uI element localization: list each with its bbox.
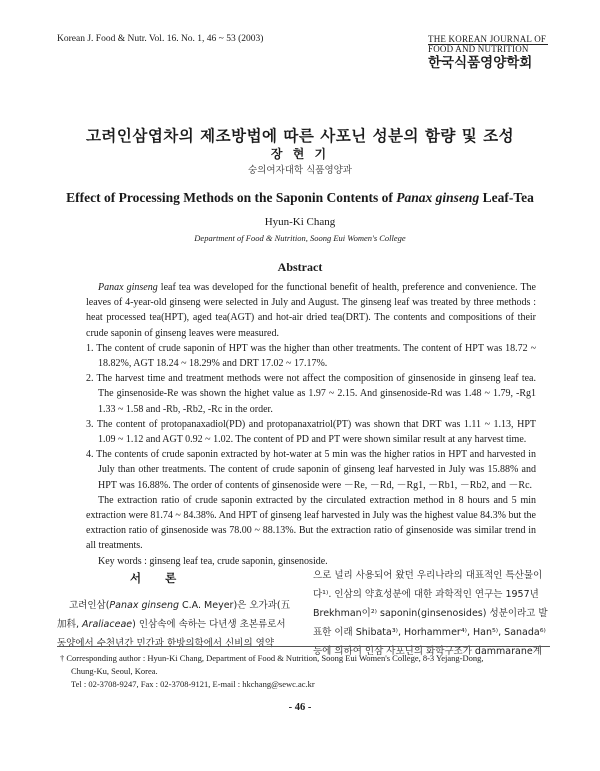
english-title-suffix: Leaf-Tea	[479, 190, 534, 205]
intro-text-part: C.A. Meyer)은 오가과(五加科,	[57, 600, 291, 630]
korean-title: 고려인삼엽차의 제조방법에 따른 사포닌 성분의 함량 및 조성	[85, 127, 515, 145]
page-number: - 46 -	[288, 702, 312, 713]
abstract-result-item: 2. The harvest time and treatment methods were not affect the composition of ginsenoside in ginseng leaf tea. The ginsenoside-Re was shown the highet value as 1.97 ~ 2.15. And ginsenoside-Rd was 1.48 ~ 1.79, -Rg1 1.33 ~ 1.58 and -Rb, -Rb2, -Rc in the order.	[86, 373, 536, 415]
intro-family-name: Araliaceae	[82, 619, 133, 630]
english-title-species: Panax ginseng	[396, 190, 480, 205]
intro-species-name: Panax ginseng	[109, 600, 179, 611]
journal-name-korean: 한국식품영양학회	[428, 55, 533, 71]
footnote-line: Chung-Ku, Seoul, Korea.	[71, 666, 158, 676]
journal-name-line1: THE KOREAN JOURNAL OF	[428, 34, 547, 44]
footnote-line: † Corresponding author : Hyun-Ki Chang, Department of Food & Nutrition, Soong Eui Women's College, 8-3 Yejang-Dong,	[60, 653, 484, 663]
abstract-results-list	[86, 341, 536, 493]
journal-masthead	[428, 34, 548, 71]
masthead-rule	[428, 44, 548, 45]
intro-text-part: 고려인삼(	[69, 600, 110, 611]
intro-paragraph	[57, 596, 294, 653]
journal-name-line2: FOOD AND NUTRITION	[428, 44, 529, 54]
english-affiliation: Department of Food & Nutrition, Soong Eui Women's College	[194, 233, 406, 243]
abstract-keywords: Key words : ginseng leaf tea, crude saponin, ginsenoside.	[98, 555, 328, 567]
footnote-rule	[57, 646, 550, 647]
section-heading-introduction: 서 론	[130, 571, 187, 585]
korean-author: 장 현 기	[270, 147, 330, 161]
body-column-left	[57, 596, 294, 653]
english-author: Hyun-Ki Chang	[264, 216, 336, 228]
corresponding-author-footnote	[60, 652, 540, 691]
korean-affiliation: 숭의여자대학 식품영양과	[248, 165, 352, 176]
abstract-result-item: 3. The content of protopanaxadiol(PD) and protopanaxatriol(PT) was shown that DRT was 1.11 ~ 1.13, HPT 1.09 ~ 1.12 and AGT 0.92 ~ 1.02. The content of PD and PT were shown similar result at any harvest time.	[86, 418, 536, 446]
running-header-citation: Korean J. Food & Nutr. Vol. 16. No. 1, 46 ~ 53 (2003)	[57, 34, 264, 44]
footnote-contact: Tel : 02-3708-9247, Fax : 02-3708-9121, E-mail : hkchang@sewc.ac.kr	[71, 679, 315, 689]
abstract-intro-species: Panax ginseng	[98, 282, 158, 293]
abstract-result-item: 4. The contents of crude saponin extracted by hot-water at 5 min was the higher ratios in HPT and harvested in July than other treatments. The content of crude saponin of ginseng leaf harvested in July was 15.88% and HPT was 16.88%. The order of contents of ginsenoside were －Re, －Rd, －Rg1, －Rb1, －Rb2, and －Rc.	[86, 449, 536, 491]
abstract-heading: Abstract	[277, 260, 323, 274]
intro-paragraph-continued: 으로 널리 사용되어 왔던 우리나라의 대표적인 특산물이다¹⁾. 인삼의 약효성분에 대한 과학적인 연구는 1957년 Brekhman이²⁾ saponin(ginsenosides) 성분이라고 발표한 이래 Shibata³⁾, Horhammer⁴⁾, Han⁵⁾, Sanada⁶⁾ 등에 의하여 인삼 사포닌의 화학구조가 dammarane계	[313, 570, 548, 657]
abstract-intro-text: leaf tea was developed for the functional benefit of health, preference and convenience. The leaves of 4-year-old ginseng were selected in July and August. The ginseng leaf was treated by three methods : heat processed tea(HPT), aged tea(AGT) and hot-air dried tea(DRT). The contents and compositions of their crude saponin of ginseng leaves were measured.	[86, 282, 536, 339]
abstract-body	[86, 280, 536, 569]
intro-text-part: ) 인삼속에 속하는 다년생 초본류로서 동양에서 수천년간 민간과 한방의학에서 신비의 영약	[57, 619, 286, 649]
english-title	[0, 190, 600, 206]
abstract-result-item: 1. The content of crude saponin of HPT was the higher than other treatments. The content of HPT was 18.72 ~ 18.82%, AGT 18.24 ~ 18.29% and DRT 17.02 ~ 17.17%.	[86, 342, 536, 370]
abstract-extraction: The extraction ratio of crude saponin extracted by the circulated extraction method in 8 hours and 5 min extraction were 81.74 ~ 84.38%. And HPT of ginseng leaf harvested in July was the highest value 84.3% but the extraction ratio of ginsenoside was 78.00 ~ 88.13%. But the extraction ratio of ginsenoside was similar trend in all treatments.	[86, 494, 536, 552]
abstract-intro	[86, 280, 536, 341]
english-title-prefix: Effect of Processing Methods on the Saponin Contents of	[66, 190, 397, 205]
